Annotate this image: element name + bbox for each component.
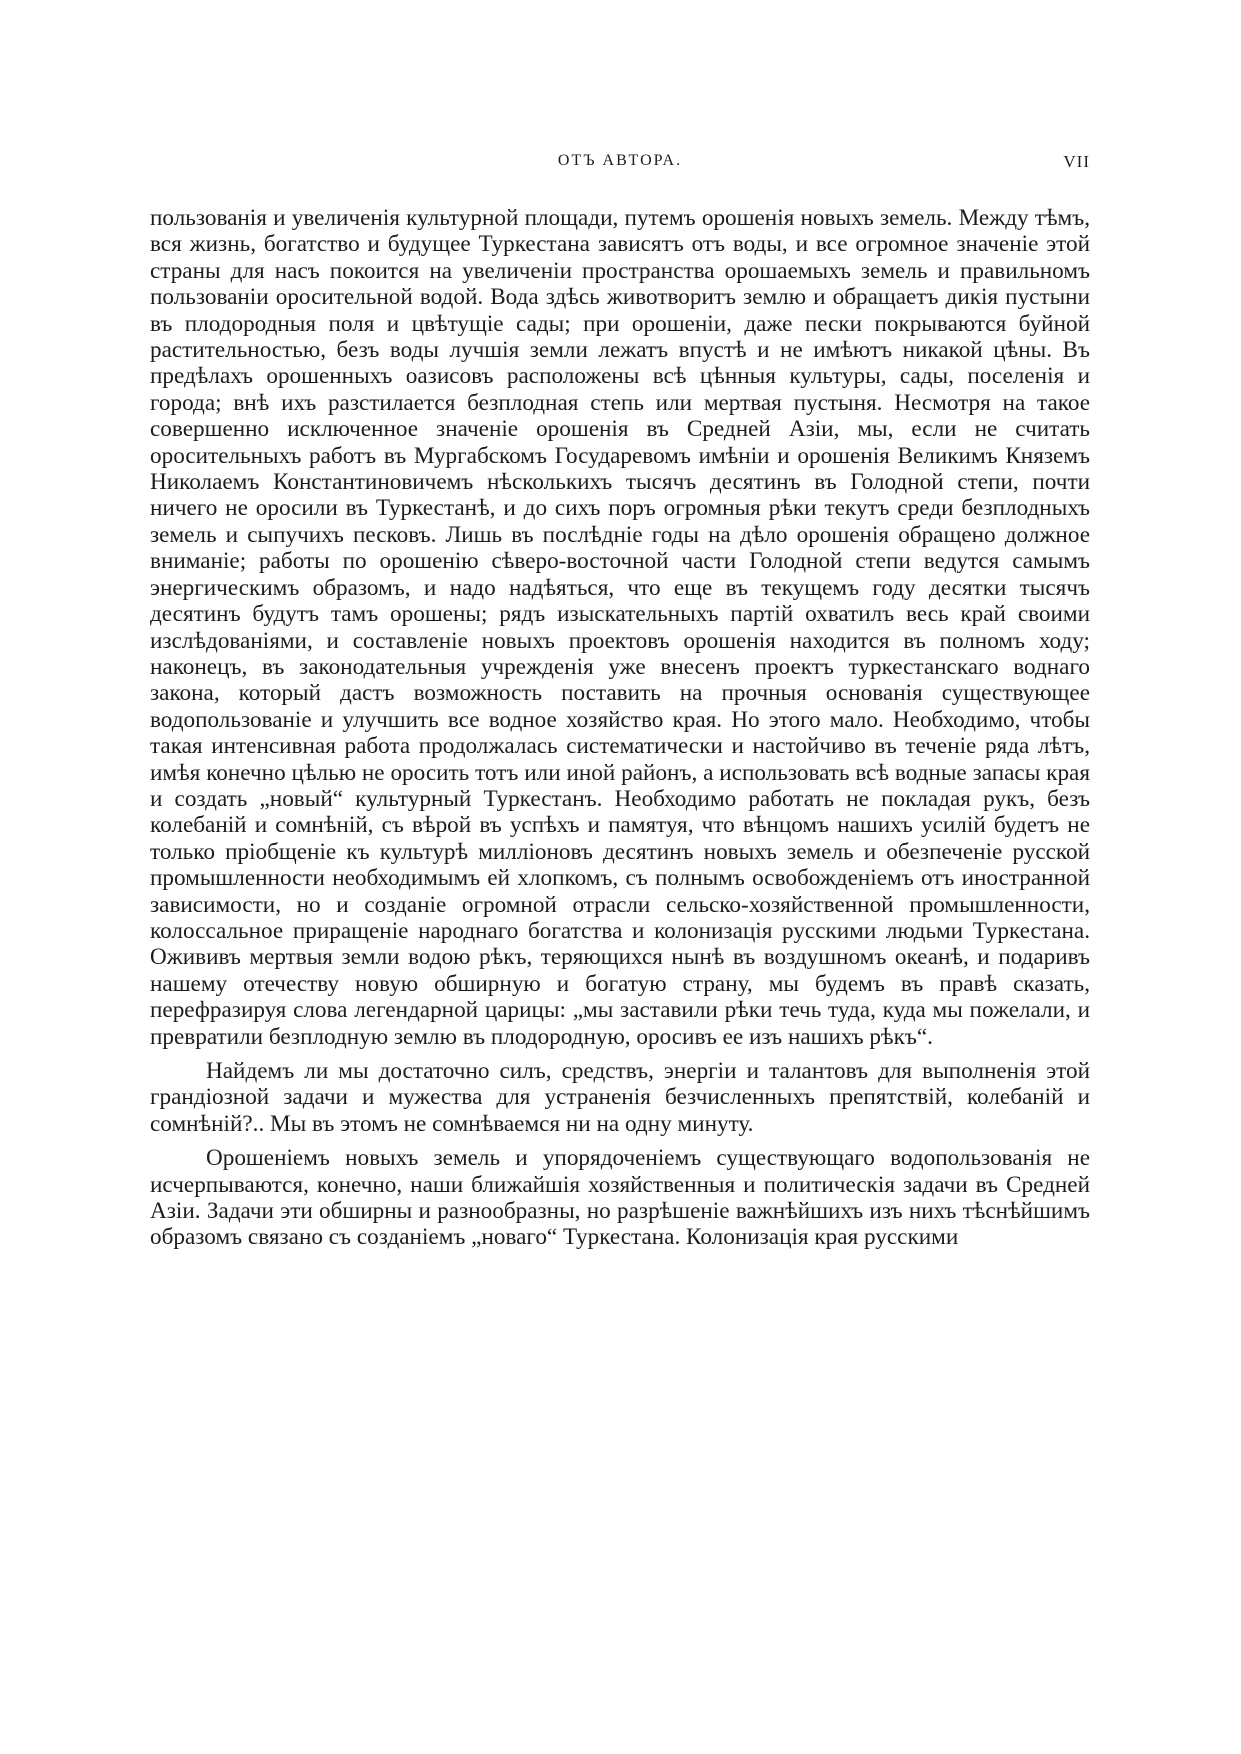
paragraph-continued: пользованія и увеличенія культурной площади, путемъ орошенія новыхъ земель. Между тѣмъ, вся жизнь, богатство и будущее Туркестана зависятъ отъ воды, и все огромное значеніе этой страны для насъ покоится на увеличеніи пространства орошаемыхъ земель и правильномъ пользованіи оросительной водой. Вода здѣсь животворитъ землю и обращаетъ дикія пустыни въ плодородныя поля и цвѣтущіе сады; при орошеніи, даже пески покрываются буйной растительностью, безъ воды лучшія земли лежатъ впустѣ и не имѣютъ никакой цѣны. Въ предѣлахъ орошенныхъ оазисовъ расположены всѣ цѣнныя культуры, сады, поселенія и города; внѣ ихъ разстилается безплодная степь или мертвая пустыня. Несмотря на такое совершенно исключенное значеніе орошенія въ Средней Азіи, мы, если не считать оросительныхъ работъ въ Мургабскомъ Государевомъ имѣніи и орошенія Великимъ Княземъ Николаемъ Константиновичемъ нѣсколькихъ тысячъ десятинъ въ Голодной степи, почти ничего не оросили въ Туркестанѣ, и до сихъ поръ огромныя рѣки текутъ среди безплодныхъ земель и сыпучихъ песковъ. Лишь въ послѣдніе годы на дѣло орошенія обращено должное вниманіе; работы по орошенію сѣверо-восточной части Голодной степи ведутся самымъ энергическимъ образомъ, и надо надѣяться, что еще въ текущемъ году десятки тысячъ десятинъ будутъ тамъ орошены; рядъ изыскательныхъ партій охватилъ весь край своими изслѣдованіями, и составленіе новыхъ проектовъ орошенія находится въ полномъ ходу; наконецъ, въ законодательныя учрежденія уже внесенъ проектъ туркестанскаго воднаго закона, который дастъ возможность поставить на прочныя основанія существующее водопользованіе и улучшить все водное хозяйство края. Но этого мало. Необходимо, чтобы такая интенсивная работа продолжалась систематически и настойчиво въ теченіе ряда лѣтъ, имѣя конечно цѣлью не оросить тотъ или иной районъ, а использовать всѣ водные запасы края и создать „новый“ культурный Туркестанъ. Необходимо работать не покладая рукъ, безъ колебаній и сомнѣній, съ вѣрой въ успѣхъ и памятуя, что вѣнцомъ нашихъ усилій будетъ не только пріобщеніе къ культурѣ милліоновъ десятинъ новыхъ земель и обезпеченіе русской промышленности необходимымъ ей хлопкомъ, съ полнымъ освобожденіемъ отъ иностранной зависимости, но и созданіе огромной отрасли сельско-хозяйственной промышленности, колоссальное приращеніе народнаго богатства и колонизація русскими людьми Туркестана. Ожививъ мертвыя земли водою рѣкъ, теряющихся нынѣ въ воздушномъ океанѣ, и подаривъ нашему отечеству новую обширную и богатую страну, мы будемъ въ правѣ сказать, перефразируя слова легендарной царицы: „мы заставили рѣки течь туда, куда мы пожелали, и превратили безплодную землю въ плодородную, оросивъ ее изъ нашихъ рѣкъ“.: [150, 205, 1090, 1050]
paragraph: Найдемъ ли мы достаточно силъ, средствъ, энергіи и талантовъ для выполненія этой грандіозной задачи и мужества для устраненія безчисленныхъ препятствій, колебаній и сомнѣній?.. Мы въ этомъ не сомнѣваемся ни на одну минуту.: [150, 1058, 1090, 1137]
running-title: ОТЪ АВТОРА.: [557, 152, 683, 169]
paragraph: Орошеніемъ новыхъ земель и упорядоченіемъ существующаго водопользованія не исчерпываются, конечно, наши ближайшія хозяйственныя и политическія задачи въ Средней Азіи. Задачи эти обширны и разнообразны, но разрѣшеніе важнѣйшихъ изъ нихъ тѣснѣйшимъ образомъ связано съ созданіемъ „новаго“ Туркестана. Колонизація края русскими: [150, 1145, 1090, 1251]
running-head: [150, 152, 1090, 176]
body-text: [150, 205, 1090, 1251]
page-number: VII: [1063, 152, 1090, 171]
